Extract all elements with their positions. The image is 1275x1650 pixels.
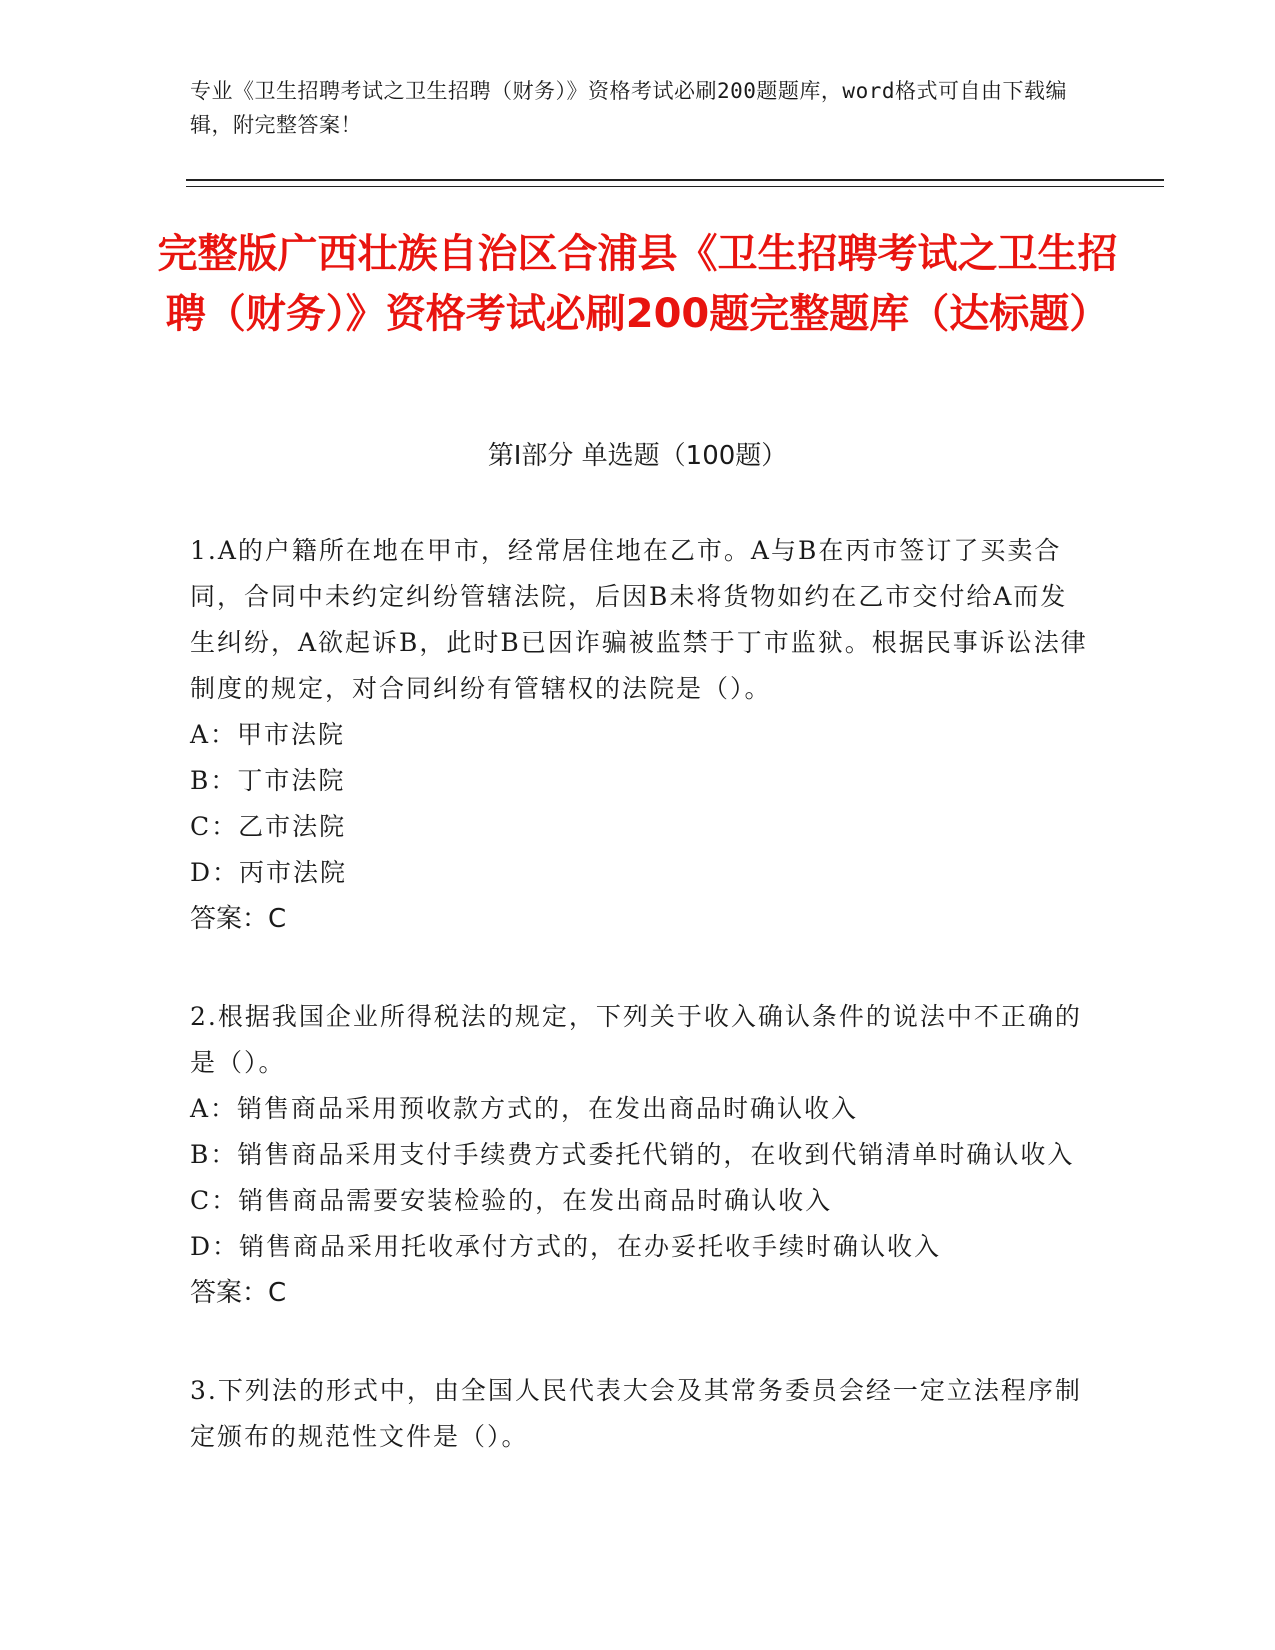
question-stem: 3.下列法的形式中，由全国人民代表大会及其常务委员会经一定立法程序制定颁布的规范性文件是（）。	[190, 1376, 1082, 1451]
question-stem: 2.根据我国企业所得税法的规定，下列关于收入确认条件的说法中不正确的是（）。	[190, 1002, 1082, 1077]
option-d: D：丙市法院	[190, 858, 348, 887]
header-divider-thin	[186, 186, 1164, 187]
option-a: A：销售商品采用预收款方式的，在发出商品时确认收入	[190, 1094, 859, 1123]
option-c: C：乙市法院	[190, 812, 347, 841]
option-c: C：销售商品需要安装检验的，在发出商品时确认收入	[190, 1186, 833, 1215]
option-b: B：丁市法院	[190, 766, 346, 795]
section-heading: 第Ⅰ部分 单选题（100题）	[487, 441, 788, 471]
document-title: 完整版广西壮族自治区合浦县《卫生招聘考试之卫生招聘（财务）》资格考试必刷200题完整题库（达标题）	[157, 231, 1118, 337]
question-list	[190, 528, 1090, 1512]
question-1	[190, 528, 1090, 942]
option-a: A：甲市法院	[190, 720, 346, 749]
question-stem: 1.A的户籍所在地在甲市，经常居住地在乙市。A与B在丙市签订了买卖合同，合同中未约定纠纷管辖法院，后因B未将货物如约在乙市交付给A而发生纠纷，A欲起诉B，此时B已因诈骗被监禁于丁市监狱。根据民事诉讼法律制度的规定，对合同纠纷有管辖权的法院是（）。	[190, 536, 1088, 703]
option-d: D：销售商品采用托收承付方式的，在办妥托收手续时确认收入	[190, 1232, 942, 1261]
answer-line: 答案：C	[190, 904, 287, 934]
question-3	[190, 1368, 1090, 1460]
answer-line: 答案：C	[190, 1278, 287, 1308]
question-2	[190, 994, 1090, 1316]
header-divider-thick	[186, 179, 1164, 181]
header-note: 专业《卫生招聘考试之卫生招聘（财务）》资格考试必刷200题题库，word格式可自由下载编辑，附完整答案！	[190, 79, 1067, 137]
option-b: B：销售商品采用支付手续费方式委托代销的，在收到代销清单时确认收入	[190, 1140, 1075, 1169]
